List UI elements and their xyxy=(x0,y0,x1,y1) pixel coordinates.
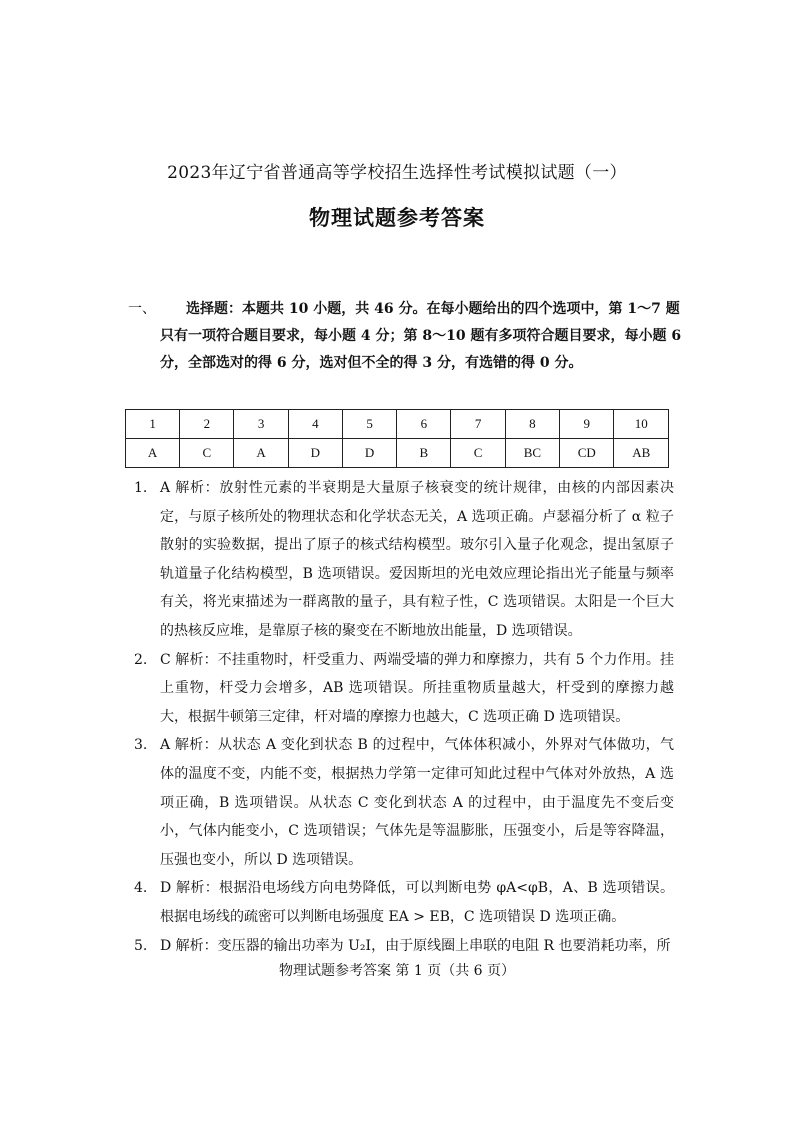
explanation-item xyxy=(134,646,674,732)
answer-cell: AB xyxy=(614,439,669,468)
answer-table xyxy=(125,409,669,468)
exam-title: 2023年辽宁省普通高等学校招生选择性考试模拟试题（一） xyxy=(167,163,627,183)
answer-row xyxy=(126,439,669,468)
answer-cell: C xyxy=(451,439,505,468)
question-number: 4 xyxy=(288,410,342,439)
question-number-row xyxy=(126,410,669,439)
question-number: 10 xyxy=(614,410,669,439)
answer-key-title: 物理试题参考答案 xyxy=(309,205,485,230)
section-number: 一、 xyxy=(128,301,156,317)
explanation-item xyxy=(134,932,674,961)
item-text: C 解析：不挂重物时，杆受重力、两端受墙的弹力和摩擦力，共有 5 个力作用。挂上重物，杆受力会增多，AB 选项错误。所挂重物质量越大，杆受到的摩擦力越大，根据牛顿第三定律，杆对墙的摩擦力也越大，C 选项正确 D 选项错误。 xyxy=(160,651,674,725)
item-number: 2. xyxy=(134,651,148,668)
item-number: 1. xyxy=(134,480,148,496)
question-number: 7 xyxy=(451,410,505,439)
item-text: D 解析：根据沿电场线方向电势降低，可以判断电势 φA<φB，A、B 选项错误。根据电场线的疏密可以判断电场强度 EA > EB，C 选项错误 D 选项正确。 xyxy=(160,880,674,925)
explanation-item xyxy=(134,731,674,874)
question-number: 6 xyxy=(397,410,451,439)
question-number: 5 xyxy=(342,410,396,439)
question-number: 8 xyxy=(505,410,559,439)
explanation-item xyxy=(134,474,674,646)
answer-cell: C xyxy=(180,439,234,468)
question-number: 1 xyxy=(126,410,180,439)
page-footer: 物理试题参考答案 第 1 页（共 6 页） xyxy=(278,963,516,979)
item-text: A 解析：从状态 A 变化到状态 B 的过程中，气体体积减小，外界对气体做功，气体的温度不变，内能不变，根据热力学第一定律可知此过程中气体对外放热，A 选项正确，B 选项错误。从状态 C 变化到状态 A 的过程中，由于温度先不变后变小，气体内能变小，C 选项错误；气体先是等温膨胀，压强变小，后是等容降温，压强也变小，所以 D 选项错误。 xyxy=(160,737,674,868)
answer-cell: A xyxy=(126,439,180,468)
answer-cell: D xyxy=(288,439,342,468)
answer-cell: D xyxy=(342,439,396,468)
question-number: 2 xyxy=(180,410,234,439)
answer-cell: BC xyxy=(505,439,559,468)
answer-cell: A xyxy=(234,439,288,468)
question-number: 3 xyxy=(234,410,288,439)
section-text: 选择题：本题共 10 小题，共 46 分。在每小题给出的四个选项中，第 1～7 题只有一项符合题目要求，每小题 4 分；第 8～10 题有多项符合题目要求，每小题 6 分，全部选对的得 6 分，选对但不全的得 3 分，有选错的得 0 分。 xyxy=(160,301,682,371)
item-text: D 解析：变压器的输出功率为 U₂I，由于原线圈上串联的电阻 R 也要消耗功率，所 xyxy=(160,937,671,954)
answer-cell: CD xyxy=(560,439,614,468)
section-instructions xyxy=(128,296,688,377)
explanations-list xyxy=(134,474,674,960)
answer-cell: B xyxy=(397,439,451,468)
item-number: 3. xyxy=(134,737,148,754)
item-number: 4. xyxy=(134,880,148,897)
item-text: A 解析：放射性元素的半衰期是大量原子核衰变的统计规律，由核的内部因素决定，与原子核所处的物理状态和化学状态无关，A 选项正确。卢瑟福分析了 α 粒子散射的实验数据，提出了原子的核式结构模型。玻尔引入量子化观念，提出氢原子轨道量子化结构模型，B 选项错误。爱因斯坦的光电效应理论指出光子能量与频率有关，将光束描述为一群离散的量子，具有粒子性，C 选项错误。太阳是一个巨大的热核反应堆，是靠原子核的聚变在不断地放出能量，D 选项错误。 xyxy=(160,480,674,639)
explanation-item xyxy=(134,874,674,931)
question-number: 9 xyxy=(560,410,614,439)
item-number: 5. xyxy=(134,937,148,954)
